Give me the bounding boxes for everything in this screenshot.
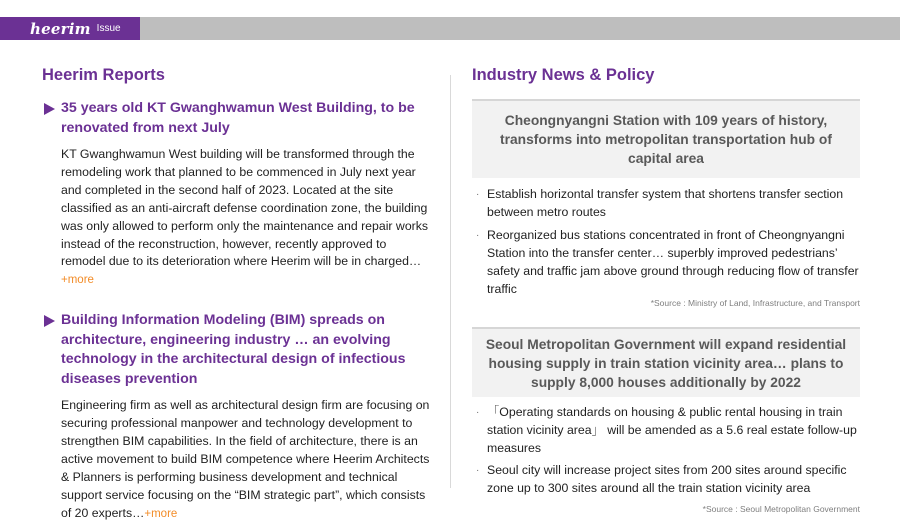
report-item-bim	[42, 311, 432, 523]
list-item	[472, 186, 860, 222]
report-title	[42, 311, 432, 389]
list-item-text: Reorganized bus stations concentrated in front of Cheongnyangni Station into the transfer center… superbly improved pedestrians’ safety and traffic jam above ground through reducing flow of transfer traffic	[487, 227, 859, 296]
source-note: *Source : Ministry of Land, Infrastructure, and Transport	[650, 298, 860, 309]
list-item	[472, 404, 860, 458]
industry-news-section	[472, 66, 860, 514]
bullet-dot-icon: ·	[476, 189, 480, 200]
heerim-reports-section	[42, 66, 432, 524]
brand-badge	[0, 17, 140, 40]
more-link[interactable]: +more	[144, 507, 178, 520]
news-bullet-list	[472, 186, 860, 298]
more-link[interactable]: +more	[61, 274, 94, 287]
report-body	[61, 397, 432, 523]
list-item	[472, 227, 860, 299]
list-item	[472, 462, 860, 498]
news-headline-text: Cheongnyangni Station with 109 years of history, transforms into metropolitan transportation hub of capital area	[500, 113, 832, 166]
report-title	[42, 99, 432, 138]
triangle-bullet-icon	[44, 103, 55, 115]
section-title-industry-news: Industry News & Policy	[472, 66, 655, 84]
report-body-text: KT Gwanghwamun West building will be transformed through the remodeling work that planned to be commenced in July next year and completed in the second half of 2023. Located at the site classified as an anti-aircraft defense coordination zone, the building was only allowed to perform only the maintenance and repair works instead of the reconstruction, however, recently approved to remodel due to its deterioration where Heerim will be in charged…	[61, 147, 429, 269]
source-note: *Source : Seoul Metropolitan Government	[702, 503, 860, 514]
report-title-text: Building Information Modeling (BIM) spreads on architecture, engineering industry … an evolving technology in the architectural design of infectious diseases prevention	[61, 312, 406, 387]
news-headline-box	[472, 327, 860, 397]
report-title-text: 35 years old KT Gwanghwamun West Building, to be renovated from next July	[61, 100, 415, 136]
news-headline-text: Seoul Metropolitan Government will expand residential housing supply in train station vicinity area… plans to supply 8,000 houses additionally by 2022	[485, 337, 847, 391]
report-item-kt-building	[42, 99, 432, 290]
news-headline-box	[472, 99, 860, 178]
issue-label: Issue	[96, 23, 121, 34]
report-body	[61, 146, 432, 290]
report-body-text: Engineering firm as well as architectural design firm are focusing on securing professional manpower and technology development to strengthen BIM capabilities. In the field of architecture, there is an active movement to build BIM competence where Heerim Architects & Planners is performing business development and technical support service focusing on the “BIM strategic part”, which consists of 20 experts…	[61, 398, 430, 520]
bullet-dot-icon: ·	[476, 229, 480, 241]
section-title-heerim-reports: Heerim Reports	[42, 66, 165, 84]
header-bar	[0, 17, 900, 40]
list-item-text: Seoul city will increase project sites from 200 sites around specific zone up to 300 sites around all the train station vicinity area	[487, 463, 847, 496]
list-item-text: 「Operating standards on housing & public rental housing in train station vicinity area」 will be amended as a 5.6 real estate follow-up measures	[487, 405, 857, 456]
bullet-dot-icon: ·	[476, 407, 480, 419]
heerim-logo: heerim	[30, 19, 91, 38]
triangle-bullet-icon	[44, 315, 55, 327]
list-item-text: Establish horizontal transfer system that shortens transfer section between metro routes	[487, 187, 844, 219]
news-bullet-list	[472, 404, 860, 498]
bullet-dot-icon: ·	[476, 465, 480, 477]
column-divider	[450, 75, 451, 488]
